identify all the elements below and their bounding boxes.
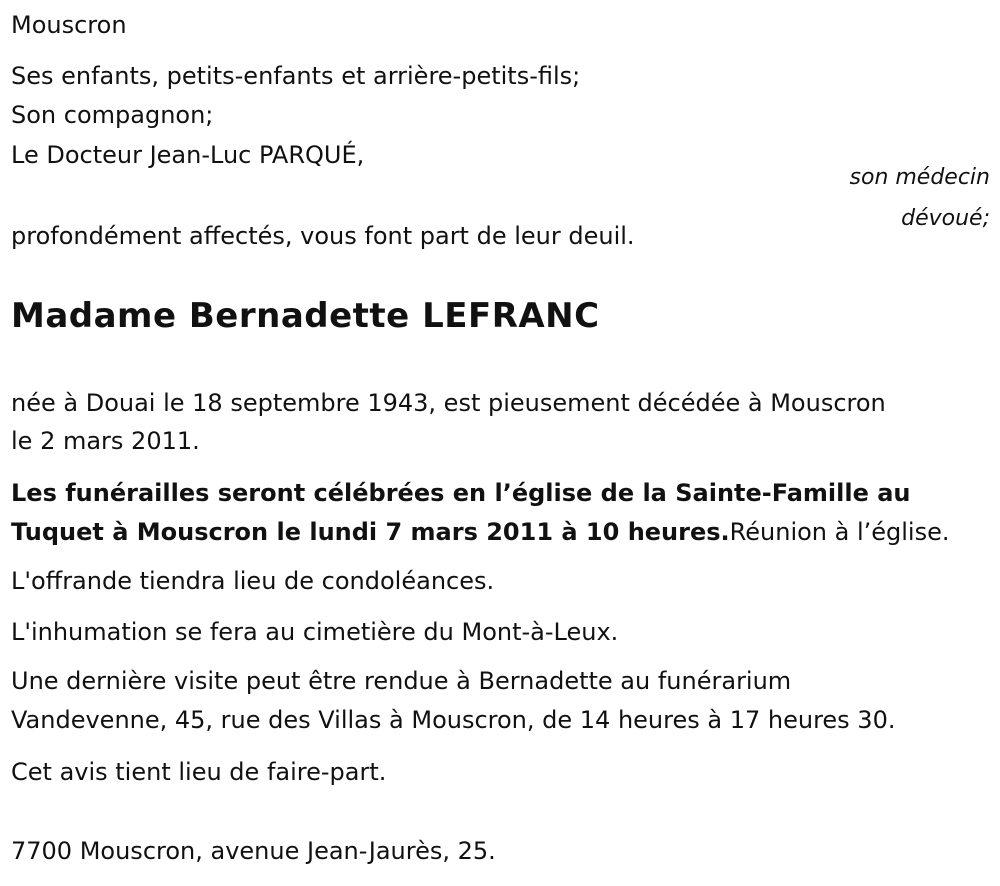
doctor-note-line1: son médecin xyxy=(849,165,990,190)
family-line-children: Ses enfants, petits-enfants et arrière-petits-fils; xyxy=(11,62,581,90)
visit-line1: Une dernière visite peut être rendue à Bernadette au funérarium xyxy=(11,667,792,695)
deceased-name: Madame Bernadette LEFRANC xyxy=(11,296,600,336)
family-closing: profondément affectés, vous font part de leur deuil. xyxy=(11,222,635,250)
funeral-line2-bold: Tuquet à Mouscron le lundi 7 mars 2011 à 10 heures. xyxy=(11,518,730,546)
city-header: Mouscron xyxy=(11,11,127,39)
funeral-line1: Les funérailles seront célébrées en l’église de la Sainte-Famille au xyxy=(11,479,911,507)
burial-notice: L'inhumation se fera au cimetière du Mont-à-Leux. xyxy=(11,618,619,646)
visit-line2: Vandevenne, 45, rue des Villas à Mouscron, de 14 heures à 17 heures 30. xyxy=(11,706,896,734)
doctor-note-line2: dévoué; xyxy=(901,206,990,231)
family-address: 7700 Mouscron, avenue Jean-Jaurès, 25. xyxy=(11,837,496,865)
family-line-companion: Son compagnon; xyxy=(11,101,214,129)
family-line-doctor: Le Docteur Jean-Luc PARQUÉ, xyxy=(11,141,365,169)
birth-death-line1: née à Douai le 18 septembre 1943, est pieusement décédée à Mouscron xyxy=(11,389,886,417)
faire-part-notice: Cet avis tient lieu de faire-part. xyxy=(11,758,387,786)
funeral-line2 xyxy=(11,517,950,547)
birth-death-line2: le 2 mars 2011. xyxy=(11,427,200,455)
offering-notice: L'offrande tiendra lieu de condoléances. xyxy=(11,567,495,595)
funeral-meeting: Réunion à l’église. xyxy=(729,518,950,546)
